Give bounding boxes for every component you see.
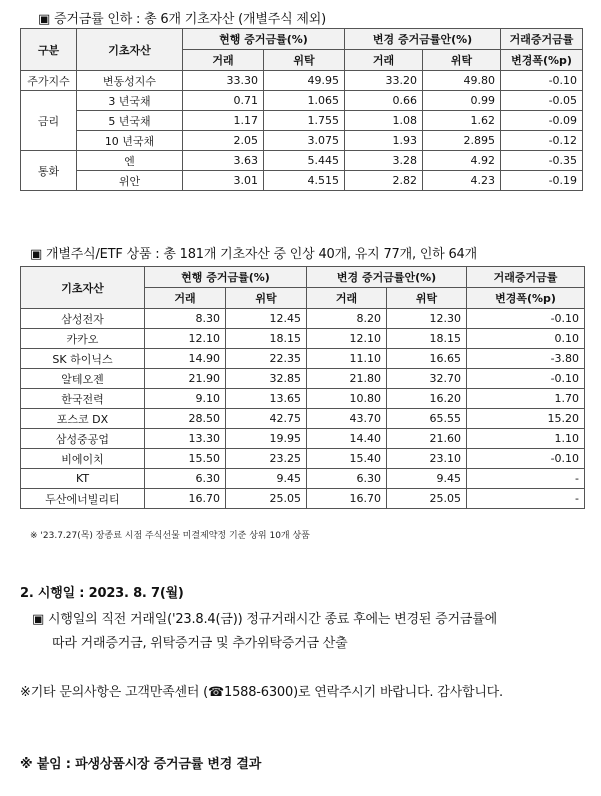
table-footnote: ※ '23.7.27(목) 장종료 시점 주식선물 미결제약정 기준 상위 10개 상품 bbox=[30, 531, 310, 541]
table-row bbox=[21, 449, 585, 469]
row-asset: 위안 bbox=[77, 171, 183, 191]
row-cur-trade: 14.90 bbox=[145, 349, 226, 369]
row-new-consign: 2.895 bbox=[423, 131, 501, 151]
header-current-rate: 현행 증거금률(%) bbox=[145, 267, 307, 288]
row-category: 통화 bbox=[21, 151, 77, 191]
row-new-trade: 10.80 bbox=[307, 389, 387, 409]
row-new-trade: 43.70 bbox=[307, 409, 387, 429]
row-new-trade: 1.93 bbox=[345, 131, 423, 151]
row-cur-trade: 3.01 bbox=[183, 171, 264, 191]
row-new-trade: 33.20 bbox=[345, 71, 423, 91]
row-asset: SK 하이닉스 bbox=[21, 349, 145, 369]
row-category: 주가지수 bbox=[21, 71, 77, 91]
header-current-trade: 거래 bbox=[183, 50, 264, 71]
row-change: -3.80 bbox=[467, 349, 585, 369]
row-new-trade: 21.80 bbox=[307, 369, 387, 389]
row-change: 0.10 bbox=[467, 329, 585, 349]
row-cur-trade: 12.10 bbox=[145, 329, 226, 349]
table-row bbox=[21, 429, 585, 449]
row-new-consign: 21.60 bbox=[387, 429, 467, 449]
header-proposed-trade: 거래 bbox=[345, 50, 423, 71]
header-proposed-consign: 위탁 bbox=[387, 288, 467, 309]
row-new-trade: 11.10 bbox=[307, 349, 387, 369]
row-new-consign: 4.23 bbox=[423, 171, 501, 191]
row-new-consign: 65.55 bbox=[387, 409, 467, 429]
header-category: 구분 bbox=[21, 29, 77, 71]
row-asset: 두산에너빌리티 bbox=[21, 489, 145, 509]
row-new-consign: 16.20 bbox=[387, 389, 467, 409]
section2-heading: ▣ 개별주식/ETF 상품 : 총 181개 기초자산 중 인상 40개, 유지 77개, 인하 64개 bbox=[30, 247, 477, 262]
header-current-consign: 위탁 bbox=[264, 50, 345, 71]
row-cur-consign: 1.755 bbox=[264, 111, 345, 131]
header-current-consign: 위탁 bbox=[226, 288, 307, 309]
row-cur-trade: 6.30 bbox=[145, 469, 226, 489]
header-current-trade: 거래 bbox=[145, 288, 226, 309]
row-cur-consign: 22.35 bbox=[226, 349, 307, 369]
row-asset: 한국전력 bbox=[21, 389, 145, 409]
contact-info: ※기타 문의사항은 고객만족센터 (☎1588-6300)로 연락주시기 바랍니다. 감사합니다. bbox=[20, 685, 503, 700]
row-cur-trade: 9.10 bbox=[145, 389, 226, 409]
row-new-trade: 8.20 bbox=[307, 309, 387, 329]
row-cur-consign: 25.05 bbox=[226, 489, 307, 509]
row-cur-trade: 8.30 bbox=[145, 309, 226, 329]
row-cur-consign: 13.65 bbox=[226, 389, 307, 409]
row-new-consign: 12.30 bbox=[387, 309, 467, 329]
table-row bbox=[21, 309, 585, 329]
row-cur-trade: 15.50 bbox=[145, 449, 226, 469]
row-new-trade: 16.70 bbox=[307, 489, 387, 509]
row-cur-consign: 1.065 bbox=[264, 91, 345, 111]
table-row bbox=[21, 469, 585, 489]
table-row bbox=[21, 349, 585, 369]
table-row bbox=[21, 151, 583, 171]
row-asset: 엔 bbox=[77, 151, 183, 171]
table-row bbox=[21, 71, 583, 91]
row-cur-trade: 13.30 bbox=[145, 429, 226, 449]
row-change: -0.10 bbox=[467, 449, 585, 469]
row-new-trade: 3.28 bbox=[345, 151, 423, 171]
row-change: 1.10 bbox=[467, 429, 585, 449]
table-row bbox=[21, 91, 583, 111]
effective-date-title: 2. 시행일 : 2023. 8. 7(월) bbox=[20, 586, 184, 601]
row-new-consign: 23.10 bbox=[387, 449, 467, 469]
row-cur-consign: 32.85 bbox=[226, 369, 307, 389]
header-trade-change: 거래증거금률 bbox=[501, 29, 583, 50]
row-asset: 삼성중공업 bbox=[21, 429, 145, 449]
row-new-trade: 2.82 bbox=[345, 171, 423, 191]
margin-rate-table-stocks bbox=[20, 266, 585, 509]
row-new-consign: 16.65 bbox=[387, 349, 467, 369]
effective-date-line1: ▣ 시행일의 직전 거래일('23.8.4(금)) 정규거래시간 종료 후에는 변경된 증거금률에 bbox=[32, 612, 497, 627]
row-cur-trade: 21.90 bbox=[145, 369, 226, 389]
table-row bbox=[21, 111, 583, 131]
header-asset: 기초자산 bbox=[77, 29, 183, 71]
row-cur-consign: 49.95 bbox=[264, 71, 345, 91]
row-cur-consign: 12.45 bbox=[226, 309, 307, 329]
row-new-trade: 15.40 bbox=[307, 449, 387, 469]
row-new-trade: 12.10 bbox=[307, 329, 387, 349]
header-trade-change-unit: 변경폭(%p) bbox=[501, 50, 583, 71]
row-new-consign: 49.80 bbox=[423, 71, 501, 91]
row-cur-consign: 4.515 bbox=[264, 171, 345, 191]
row-new-trade: 6.30 bbox=[307, 469, 387, 489]
header-current-rate: 현행 증거금률(%) bbox=[183, 29, 345, 50]
row-cur-consign: 3.075 bbox=[264, 131, 345, 151]
row-change: -0.35 bbox=[501, 151, 583, 171]
header-trade-change: 거래증거금률 bbox=[467, 267, 585, 288]
header-proposed-consign: 위탁 bbox=[423, 50, 501, 71]
section1-heading: ▣ 증거금률 인하 : 총 6개 기초자산 (개별주식 제외) bbox=[38, 12, 326, 27]
row-new-consign: 0.99 bbox=[423, 91, 501, 111]
table-row bbox=[21, 489, 585, 509]
row-asset: 3 년국채 bbox=[77, 91, 183, 111]
header-asset: 기초자산 bbox=[21, 267, 145, 309]
row-change: 15.20 bbox=[467, 409, 585, 429]
row-asset: 삼성전자 bbox=[21, 309, 145, 329]
row-asset: 10 년국채 bbox=[77, 131, 183, 151]
table-row bbox=[21, 409, 585, 429]
row-new-consign: 25.05 bbox=[387, 489, 467, 509]
margin-rate-table-index bbox=[20, 28, 583, 191]
row-asset: 알테오젠 bbox=[21, 369, 145, 389]
row-cur-trade: 0.71 bbox=[183, 91, 264, 111]
row-cur-consign: 23.25 bbox=[226, 449, 307, 469]
row-asset: 비에이치 bbox=[21, 449, 145, 469]
table-row bbox=[21, 329, 585, 349]
table-row bbox=[21, 389, 585, 409]
row-new-consign: 9.45 bbox=[387, 469, 467, 489]
attachment-note: ※ 붙임 : 파생상품시장 증거금률 변경 결과 bbox=[20, 757, 262, 772]
row-new-consign: 1.62 bbox=[423, 111, 501, 131]
row-cur-consign: 5.445 bbox=[264, 151, 345, 171]
row-cur-trade: 16.70 bbox=[145, 489, 226, 509]
row-change: -0.05 bbox=[501, 91, 583, 111]
row-category: 금리 bbox=[21, 91, 77, 151]
row-cur-trade: 2.05 bbox=[183, 131, 264, 151]
effective-date-line2: 따라 거래증거금, 위탁증거금 및 추가위탁증거금 산출 bbox=[52, 636, 348, 651]
row-asset: 5 년국채 bbox=[77, 111, 183, 131]
row-change: -0.09 bbox=[501, 111, 583, 131]
row-asset: 포스코 DX bbox=[21, 409, 145, 429]
row-cur-trade: 28.50 bbox=[145, 409, 226, 429]
row-cur-trade: 33.30 bbox=[183, 71, 264, 91]
table-row bbox=[21, 369, 585, 389]
row-change: - bbox=[467, 489, 585, 509]
row-change: -0.10 bbox=[501, 71, 583, 91]
row-cur-trade: 3.63 bbox=[183, 151, 264, 171]
row-new-consign: 32.70 bbox=[387, 369, 467, 389]
table-row bbox=[21, 171, 583, 191]
row-asset: 변동성지수 bbox=[77, 71, 183, 91]
row-cur-consign: 18.15 bbox=[226, 329, 307, 349]
row-cur-trade: 1.17 bbox=[183, 111, 264, 131]
row-change: -0.10 bbox=[467, 309, 585, 329]
row-new-trade: 0.66 bbox=[345, 91, 423, 111]
row-new-consign: 4.92 bbox=[423, 151, 501, 171]
header-proposed-rate: 변경 증거금률안(%) bbox=[345, 29, 501, 50]
row-change: 1.70 bbox=[467, 389, 585, 409]
row-cur-consign: 42.75 bbox=[226, 409, 307, 429]
table-row bbox=[21, 131, 583, 151]
row-cur-consign: 9.45 bbox=[226, 469, 307, 489]
row-change: -0.12 bbox=[501, 131, 583, 151]
row-asset: KT bbox=[21, 469, 145, 489]
header-trade-change-unit: 변경폭(%p) bbox=[467, 288, 585, 309]
header-proposed-trade: 거래 bbox=[307, 288, 387, 309]
row-change: - bbox=[467, 469, 585, 489]
row-new-consign: 18.15 bbox=[387, 329, 467, 349]
row-asset: 카카오 bbox=[21, 329, 145, 349]
row-change: -0.19 bbox=[501, 171, 583, 191]
row-new-trade: 14.40 bbox=[307, 429, 387, 449]
row-cur-consign: 19.95 bbox=[226, 429, 307, 449]
header-proposed-rate: 변경 증거금률안(%) bbox=[307, 267, 467, 288]
row-change: -0.10 bbox=[467, 369, 585, 389]
row-new-trade: 1.08 bbox=[345, 111, 423, 131]
